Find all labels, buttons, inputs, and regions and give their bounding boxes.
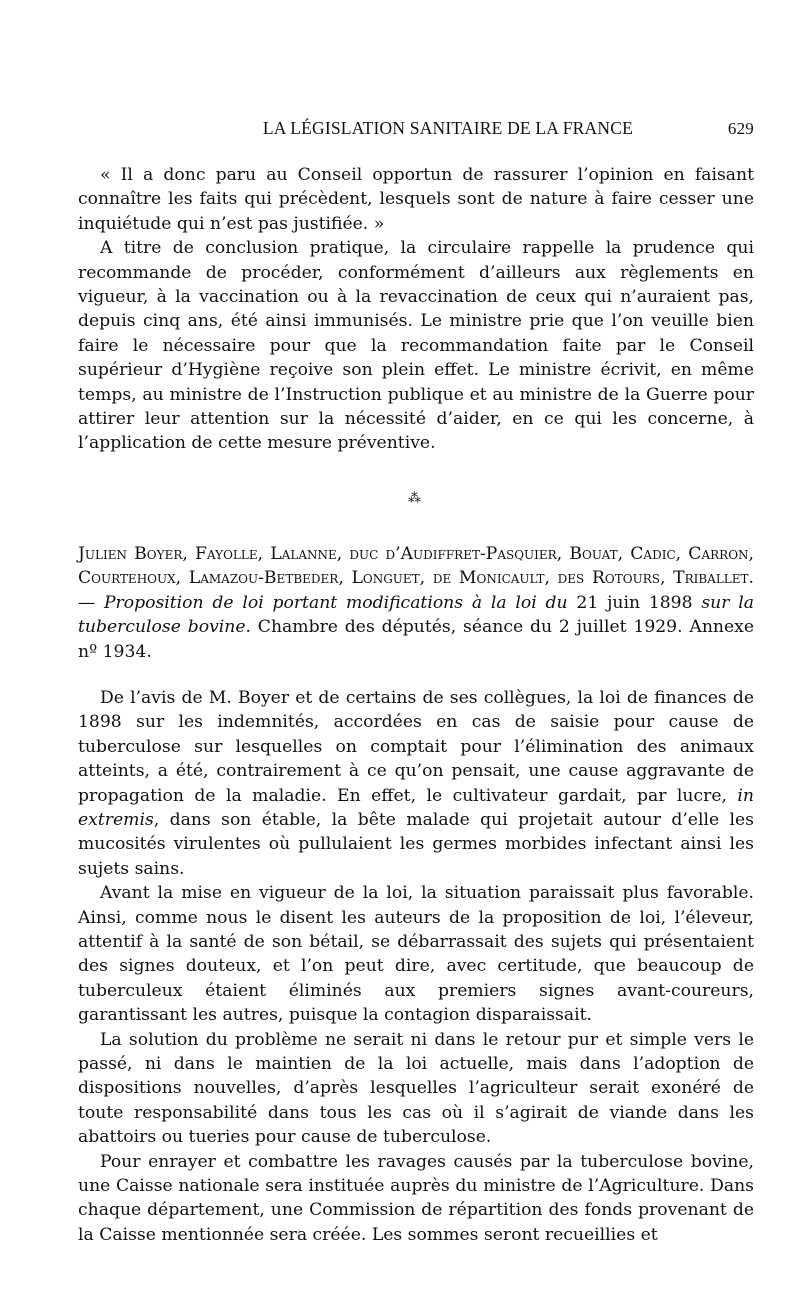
paragraph: Avant la mise en vigueur de la loi, la situation paraissait plus favorable. Ainsi, comme nous le disent les auteurs de la proposition de loi, l’éleveur, attentif à la santé de son bétail, se débarrassait des sujets qui présentaient des signes douteux, et l’on peut dire, avec certitude, que beaucoup de tuberculeux étaient éliminés aux premiers signes avant-coureurs, garantissant les autres, puisque la contagion disparaissait. [78,883,754,1026]
citation-dash: — [78,592,104,613]
paragraph-text: , dans son étable, la bête malade qui projetait autour d’elle les mucosités virulentes où pullulaient les germes morbides infectant ainsi les sujets sains. [78,809,754,879]
citation-title-part1: Proposition de loi portant modifications à la loi du [103,592,568,613]
paragraph: La solution du problème ne serait ni dans le retour pur et simple vers le passé, ni dans le maintien de la loi actuelle, mais dans l’adoption de dispositions nouvelles, d’après lesquelles l’agriculteur serait exonéré de toute responsabilité dans tous les cas où il s’agirait de viande dans les abattoirs ou tueries pour cause de tuberculose. [78,1029,754,1148]
latin-phrase: in extremis [78,785,754,830]
paragraph: Pour enrayer et combattre les ravages causés par la tuberculose bovine, une Caisse nationale sera instituée auprès du ministre de l’Agriculture. Dans chaque département, une Commission de répartition des fonds provenant de la Caisse mentionnée sera créée. Les sommes seront recueillies et [78,1151,754,1245]
running-header [78,118,754,139]
bibliographic-citation [78,542,754,664]
citation-authors: Julien Boyer, Fayolle, Lalanne, duc d’Audiffret-Pasquier, Bouat, Cadic, Carron, Courtehoux, Lamazou-Betbeder, Longuet, de Monicault, des Rotours, Triballet. [78,543,754,589]
citation-source: Chambre des députés, séance du 2 juillet 1929. Annexe nº 1934. [78,617,754,662]
running-title: LA LÉGISLATION SANITAIRE DE LA FRANCE [262,118,633,138]
asterism-separator: ⁂ [408,490,424,506]
citation-title-part2: sur la tuberculose bovine. [78,592,754,638]
paragraph [78,686,754,881]
page [78,118,754,1247]
paragraph: « Il a donc paru au Conseil opportun de rassurer l’opinion en faisant connaître les faits qui précèdent, lesquels sont de nature à faire cesser une inquiétude qui n’est pas justifiée. » [78,165,754,234]
paragraph: A titre de conclusion pratique, la circulaire rappelle la prudence qui recommande de procéder, conformément d’ailleurs aux règlements en vigueur, à la vaccination ou à la revaccination de ceux qui n’auraient pas, depuis cinq ans, été ainsi immunisés. Le ministre prie que l’on veuille bien faire le nécessaire pour que la recommandation faite par le Conseil supérieur d’Hygiène reçoive son plein effet. Le ministre écrivit, en même temps, au ministre de l’Instruction publique et au ministre de la Guerre pour attirer leur attention sur la nécessité d’aider, en ce qui les concerne, à l’application de cette mesure préventive. [78,238,754,454]
paragraph-text: De l’avis de M. Boyer et de certains de ses collègues, la loi de finances de 1898 sur les indemnités, accordées en cas de saisie pour cause de tuberculose sur lesquelles on comptait pour l’élimination des animaux atteints, a été, contrairement à ce qu’on pensait, une cause aggravante de propagation de la maladie. En effet, le cultivateur gardait, par lucre, [78,687,754,806]
page-number: 629 [727,119,754,138]
citation-date: 21 juin 1898 [567,592,702,613]
